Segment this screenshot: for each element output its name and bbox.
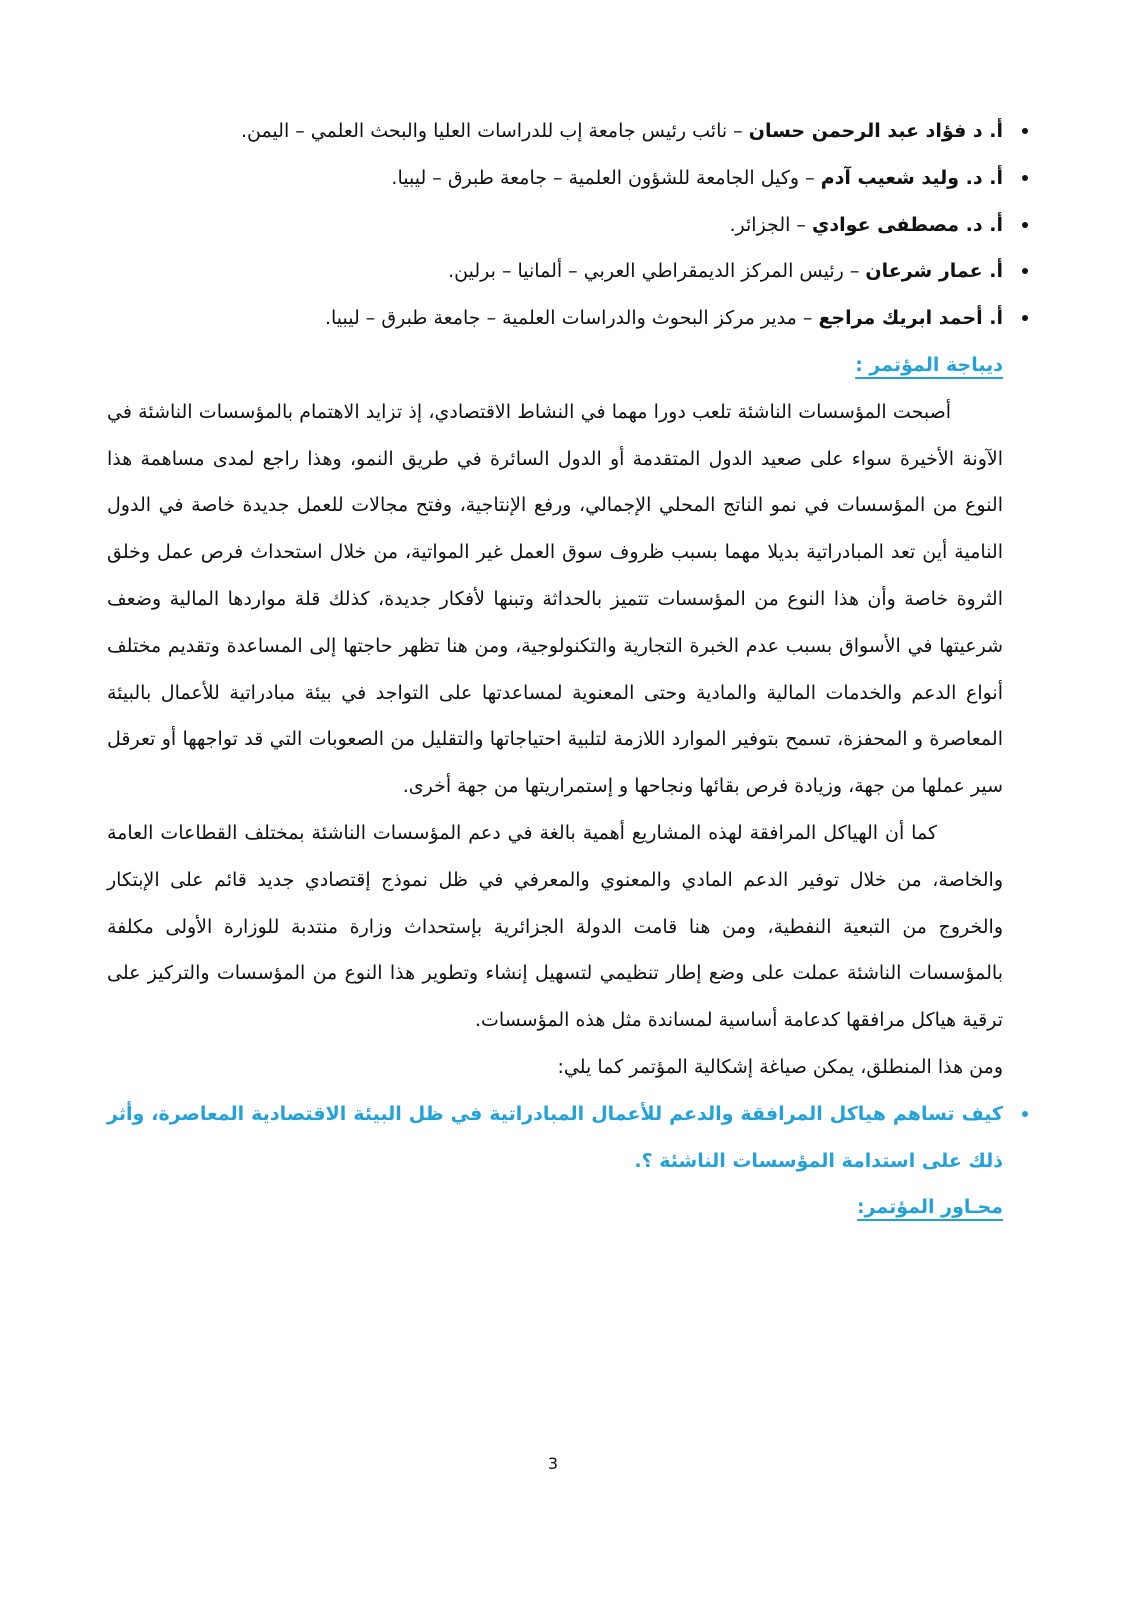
problem-question-text: كيف تساهم هياكل المرافقة والدعم للأعمال المبادراتية في ظل البيئة الاقتصادية المعاصرة، وأثر ذلك على استدامة المؤسسات الناشئة ؟.	[107, 1102, 1003, 1172]
member-detail: – وكيل الجامعة للشؤون العلمية – جامعة طبرق – ليبيا.	[391, 166, 815, 189]
axes-heading-text: محـاور المؤتمر:	[856, 1196, 1003, 1219]
member-name: أ. أحمد ابريك مراجع	[818, 307, 1003, 330]
committee-member	[107, 155, 1003, 202]
problem-question-list	[107, 1091, 1003, 1185]
preamble-heading-text: ديباجة المؤتمر :	[855, 353, 1003, 376]
member-detail: – رئيس المركز الديمقراطي العربي – ألمانيا – برلين.	[448, 260, 860, 283]
committee-member	[107, 248, 1003, 295]
committee-member	[107, 295, 1003, 342]
problem-question-item	[107, 1091, 1003, 1185]
page-content	[107, 108, 1003, 1231]
member-detail: – الجزائر.	[729, 213, 806, 236]
member-detail: – نائب رئيس جامعة إب للدراسات العليا والبحث العلمي – اليمن.	[240, 120, 743, 142]
problem-intro-paragraph: ومن هذا المنطلق، يمكن صياغة إشكالية المؤتمر كما يلي:	[557, 1055, 1003, 1078]
preamble-paragraph-2: كما أن الهياكل المرافقة لهذه المشاريع أهمية بالغة في دعم المؤسسات الناشئة بمختلف القطاعات العامة والخاصة، من خلال توفير الدعم المادي والمعنوي والمعرفي في ظل نموذج إقتصادي جديد قائم على الإبتكار والخروج من التبعية النفطية، ومن هنا قامت الدولة الجزائرية بإستحداث وزارة منتدبة للوزارة الأولى مكلفة بالمؤسسات الناشئة عملت على وضع إطار تنظيمي لتسهيل إنشاء وتطوير هذا النوع من المؤسسات والتركيز على ترقية هياكل مرافقها كدعامة أساسية لمساندة مثل هذه المؤسسات.	[107, 821, 1003, 1032]
page-number: 3	[547, 1454, 559, 1473]
member-name: أ. عمار شرعان	[865, 260, 1003, 283]
member-name: أ. د. مصطفى عوادي	[811, 213, 1003, 236]
preamble-paragraph-1: أصبحت المؤسسات الناشئة تلعب دورا مهما في النشاط الاقتصادي، إذ تزايد الاهتمام بالمؤسسات الناشئة في الآونة الأخيرة سواء على صعيد الدول المتقدمة أو الدول السائرة في طريق النمو، وهذا راجع لمدى مساهمة هذا النوع من المؤسسات في نمو الناتج المحلي الإجمالي، ورفع الإنتاجية، وفتح مجالات للعمل جديدة خاصة في الدول النامية أين تعد المبادراتية بديلا مهما بسبب ظروف سوق العمل غير المواتية، من خلال استحداث فرص عمل وخلق الثروة خاصة وأن هذا النوع من المؤسسات تتميز بالحداثة وتبنها لأفكار جديدة، كذلك قلة مواردها المالية وضعف شرعيتها في الأسواق بسبب عدم الخبرة التجارية والتكنولوجية، ومن هنا تظهر حاجتها إلى المساعدة وتقديم مختلف أنواع الدعم والخدمات المالية والمادية وحتى المعنوية لمساعدتها على التواجد في بيئة مبادراتية للأعمال بالبيئة المعاصرة و المحفزة، تسمح بتوفير الموارد اللازمة لتلبية احتياجاتها والتقليل من الصعوبات التي قد تواجهها أو تعرقل سير عملها من جهة، وزيادة فرص بقائها ونجاحها و إستمراريتها من جهة أخرى.	[107, 400, 1003, 798]
member-detail: – مدير مركز البحوث والدراسات العلمية – جامعة طبرق – ليبيا.	[324, 307, 813, 330]
bullet-icon	[1022, 268, 1028, 274]
preamble-heading	[107, 342, 1003, 389]
bullet-icon	[1022, 315, 1028, 321]
committee-member	[107, 202, 1003, 249]
committee-member	[107, 108, 1003, 155]
member-name: أ. د. وليد شعيب آدم	[820, 166, 1003, 189]
member-name: أ. د فؤاد عبد الرحمن حسان	[748, 120, 1003, 142]
bullet-icon	[1022, 175, 1028, 181]
bullet-icon	[1022, 128, 1028, 134]
committee-members-list	[107, 108, 1003, 342]
axes-heading	[107, 1184, 1003, 1231]
bullet-icon	[1022, 1111, 1028, 1117]
bullet-icon	[1022, 222, 1028, 228]
